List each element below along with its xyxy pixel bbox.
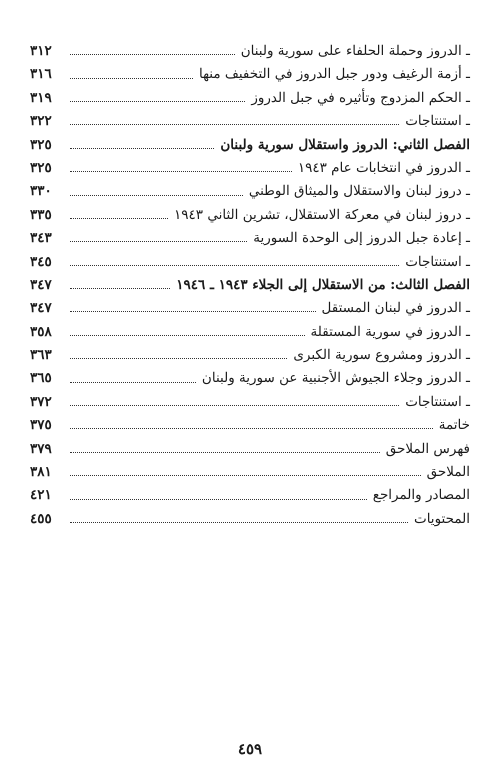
toc-entry-page-number: ٣٢٥ xyxy=(30,159,52,176)
toc-entry-title: ـ الدروز في لبنان المستقل xyxy=(321,300,470,317)
toc-entry-page-number: ٣٧٥ xyxy=(30,417,52,434)
toc-entry xyxy=(30,344,470,367)
toc-entry-page-number: ٣٣٥ xyxy=(30,206,52,223)
dot-leader xyxy=(70,358,287,359)
dot-leader xyxy=(70,475,421,476)
dot-leader xyxy=(70,452,380,453)
dot-leader xyxy=(70,382,196,383)
toc-entry xyxy=(30,157,470,180)
table-of-contents xyxy=(30,40,470,531)
toc-entry-title: ـ الدروز ومشروع سورية الكبرى xyxy=(293,347,470,364)
page-number: ٤٥٩ xyxy=(237,740,263,758)
toc-entry-page-number: ٣٢٢ xyxy=(30,113,52,130)
toc-entry xyxy=(30,87,470,110)
toc-entry-page-number: ٣٦٥ xyxy=(30,370,52,387)
toc-entry xyxy=(30,40,470,63)
toc-entry xyxy=(30,484,470,507)
toc-entry-page-number: ٣٥٨ xyxy=(30,323,52,340)
toc-entry-page-number: ٣٧٩ xyxy=(30,440,52,457)
toc-entry xyxy=(30,180,470,203)
toc-entry-page-number: ٣٣٠ xyxy=(30,183,52,200)
dot-leader xyxy=(70,171,292,172)
toc-entry xyxy=(30,297,470,320)
dot-leader xyxy=(70,288,170,289)
toc-entry-page-number: ٣٤٣ xyxy=(30,230,52,247)
toc-entry-page-number: ٣٢٥ xyxy=(30,136,52,153)
dot-leader xyxy=(70,124,399,125)
toc-entry xyxy=(30,251,470,274)
dot-leader xyxy=(70,405,399,406)
toc-entry xyxy=(30,367,470,390)
toc-entry-page-number: ٣١٦ xyxy=(30,66,52,83)
toc-entry-title: ـ أزمة الرغيف ودور جبل الدروز في التخفيف منها xyxy=(198,66,470,83)
toc-entry-title: المحتويات xyxy=(413,510,470,527)
toc-entry xyxy=(30,414,470,437)
toc-entry-page-number: ٣١٢ xyxy=(30,43,52,59)
dot-leader xyxy=(70,335,305,336)
toc-entry-title: ـ الحكم المزدوج وتأثيره في جبل الدروز xyxy=(251,89,470,106)
dot-leader xyxy=(70,101,245,102)
toc-entry-title: ـ الدروز وحملة الحلفاء على سورية ولبنان xyxy=(240,43,470,59)
dot-leader xyxy=(70,265,399,266)
dot-leader xyxy=(70,499,367,500)
toc-entry-title: فهرس الملاحق xyxy=(385,440,470,457)
toc-entry-title: الفصل الثاني: الدروز واستقلال سورية ولبنان xyxy=(220,136,470,153)
toc-entry-title: الملاحق xyxy=(426,464,470,481)
toc-entry xyxy=(30,508,470,531)
toc-entry-title: المصادر والمراجع xyxy=(372,487,470,504)
toc-entry xyxy=(30,321,470,344)
toc-entry xyxy=(30,110,470,133)
dot-leader xyxy=(70,522,408,523)
toc-chapter-heading xyxy=(30,134,470,157)
toc-entry-page-number: ٤٥٥ xyxy=(30,510,52,527)
toc-entry-title: ـ الدروز في انتخابات عام ١٩٤٣ xyxy=(297,159,470,176)
toc-chapter-heading xyxy=(30,274,470,297)
toc-entry xyxy=(30,438,470,461)
dot-leader xyxy=(70,195,243,196)
toc-entry xyxy=(30,227,470,250)
toc-entry xyxy=(30,461,470,484)
dot-leader xyxy=(70,148,214,149)
dot-leader xyxy=(70,54,235,55)
toc-entry-title: ـ استنتاجات xyxy=(405,253,470,270)
dot-leader xyxy=(70,241,247,242)
toc-entry-page-number: ٣١٩ xyxy=(30,89,52,106)
toc-entry-page-number: ٣٤٧ xyxy=(30,300,52,317)
toc-entry-title: الفصل الثالث: من الاستقلال إلى الجلاء ١٩٤٣ ـ ١٩٤٦ xyxy=(176,276,470,293)
toc-entry-page-number: ٤٢١ xyxy=(30,487,52,504)
toc-entry-page-number: ٣٨١ xyxy=(30,464,52,481)
toc-entry-title: ـ دروز لبنان والاستقلال والميثاق الوطني xyxy=(248,183,470,200)
dot-leader xyxy=(70,218,168,219)
dot-leader xyxy=(70,311,316,312)
toc-entry-title: ـ استنتاجات xyxy=(405,393,470,410)
toc-entry-title: ـ الدروز وجلاء الجيوش الأجنبية عن سورية ولبنان xyxy=(201,370,470,387)
toc-entry-title: ـ استنتاجات xyxy=(405,113,470,130)
toc-entry-page-number: ٣٤٧ xyxy=(30,276,52,293)
toc-entry-page-number: ٣٧٢ xyxy=(30,393,52,410)
toc-entry xyxy=(30,391,470,414)
toc-entry-title: ـ دروز لبنان في معركة الاستقلال، تشرين الثاني ١٩٤٣ xyxy=(174,206,470,223)
toc-entry-page-number: ٣٤٥ xyxy=(30,253,52,270)
dot-leader xyxy=(70,428,433,429)
toc-entry-title: ـ الدروز في سورية المستقلة xyxy=(310,323,470,340)
toc-entry-title: ـ إعادة جبل الدروز إلى الوحدة السورية xyxy=(253,230,470,247)
toc-entry-page-number: ٣٦٣ xyxy=(30,347,52,364)
toc-entry xyxy=(30,63,470,86)
toc-entry xyxy=(30,204,470,227)
toc-entry-title: خاتمة xyxy=(438,417,470,434)
dot-leader xyxy=(70,78,193,79)
